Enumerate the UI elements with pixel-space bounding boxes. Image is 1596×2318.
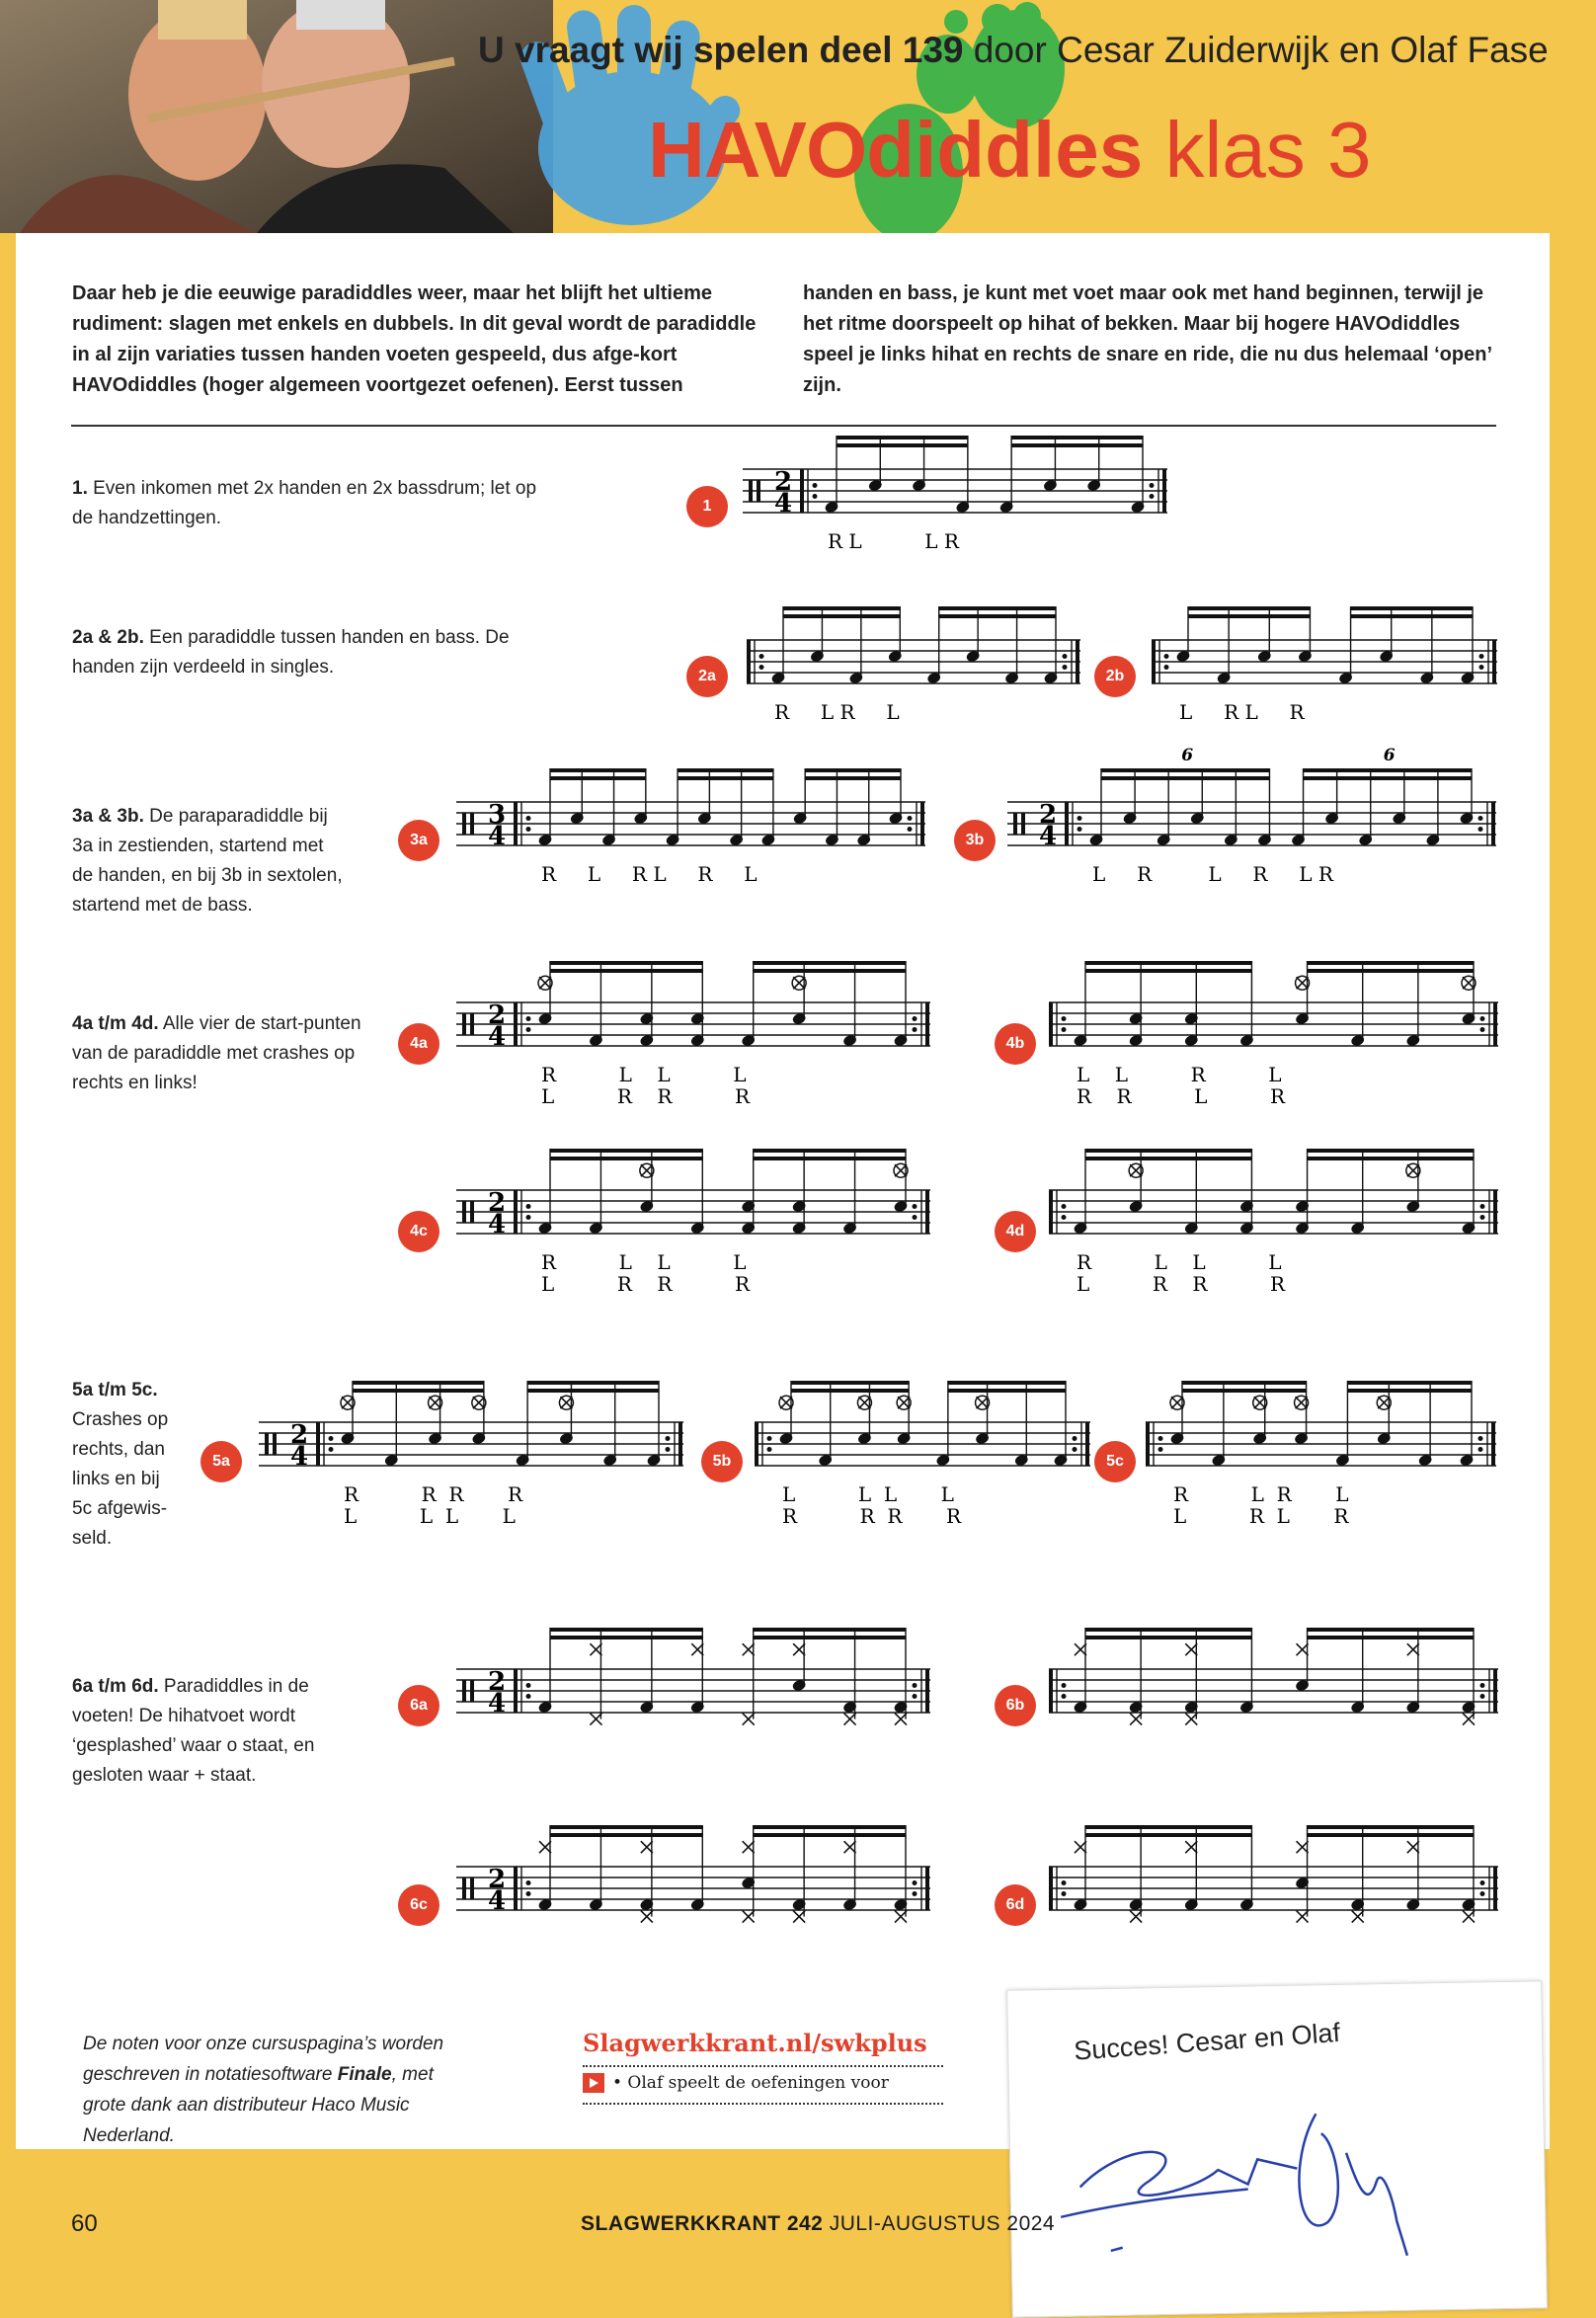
- exercise-badge-6d: 6d: [995, 1884, 1036, 1926]
- svg-text:L R L R: L R L R: [1179, 700, 1305, 724]
- svg-text:2: 2: [488, 1188, 507, 1218]
- staff-4c: [456, 1160, 930, 1348]
- handwritten-signatures: [1039, 2072, 1457, 2277]
- swkplus-link[interactable]: Slagwerkkrant.nl/swkplus: [583, 2029, 943, 2067]
- exercise-badge-4d: 4d: [995, 1211, 1036, 1252]
- exercise-3-desc: 3a & 3b. De paraparadiddle bij 3a in zestienden, startend met de handen, en bij 3b in sextolen, startend met de bass.: [72, 806, 343, 916]
- swkplus-caption: • Olaf speelt de oefeningen voor: [612, 2073, 889, 2093]
- svg-text:3: 3: [488, 800, 507, 830]
- svg-text:L R R R: L R R R: [541, 1084, 751, 1108]
- magazine-footer: SLAGWERKKRANT 242 JULI-AUGUSTUS 2024: [581, 2212, 1056, 2235]
- svg-text:R R R R: R R R R: [782, 1504, 962, 1528]
- staff-2a: [747, 610, 1080, 798]
- staff-6b: [1049, 1639, 1498, 1827]
- svg-text:R L L R: R L L R: [828, 529, 959, 553]
- exercise-badge-3b: 3b: [954, 820, 996, 861]
- swkplus-box: [583, 2029, 943, 2105]
- exercise-badge-5a: 5a: [200, 1441, 242, 1482]
- svg-text:4: 4: [488, 1689, 507, 1719]
- exercise-badge-2a: 2a: [686, 656, 728, 697]
- svg-text:L L L L: L L L L: [344, 1504, 516, 1528]
- svg-text:R L L L: R L L L: [541, 1250, 747, 1274]
- svg-text:R L R L R L: R L R L R L: [541, 862, 758, 886]
- staff-6a: [456, 1639, 930, 1827]
- staff-4d: [1049, 1160, 1498, 1348]
- staff-4a: [456, 973, 930, 1160]
- exercise-badge-6b: 6b: [995, 1685, 1036, 1726]
- svg-text:L L R L: L L R L: [1077, 1063, 1282, 1086]
- exercise-1-desc: 1. Even inkomen met 2x handen en 2x bassdrum; let op de handzettingen.: [72, 478, 537, 528]
- svg-text:L R L R: L R L R: [1173, 1504, 1349, 1528]
- notation-credit: De noten voor onze cursuspagina’s worden geschreven in notatiesoftware Finale, met grote dank aan distributeur Haco Music Nederland.: [83, 2034, 444, 2146]
- svg-text:6: 6: [1383, 746, 1396, 765]
- exercise-2-desc: 2a & 2b. Een paradiddle tussen handen en bass. De handen zijn verdeeld in singles.: [72, 627, 510, 678]
- svg-text:4: 4: [290, 1442, 309, 1472]
- exercise-badge-2b: 2b: [1094, 656, 1136, 697]
- svg-text:4: 4: [488, 822, 507, 851]
- svg-text:L R R R: L R R R: [541, 1272, 751, 1296]
- signoff-note: [1006, 1980, 1548, 2317]
- page-number: 60: [71, 2210, 98, 2237]
- svg-text:L R R R: L R R R: [1077, 1272, 1286, 1296]
- exercise-badge-1: 1: [686, 486, 728, 527]
- staff-4b: [1049, 973, 1498, 1160]
- staff-3b: [1007, 746, 1496, 960]
- exercise-badge-6a: 6a: [398, 1685, 439, 1726]
- svg-text:L L L L: L L L L: [782, 1482, 954, 1506]
- exercise-6-desc: 6a t/m 6d. Paradiddles in de voeten! De hihatvoet wordt ‘gesplashed’ waar o staat, en gesloten waar + staat.: [72, 1676, 315, 1786]
- exercise-badge-4c: 4c: [398, 1211, 439, 1252]
- signoff-text: Succes! Cesar en Olaf: [1073, 2017, 1341, 2066]
- svg-text:6: 6: [1181, 746, 1194, 765]
- svg-text:R L R L: R L R L: [1173, 1482, 1349, 1506]
- svg-text:2: 2: [1039, 800, 1058, 830]
- exercise-4-desc: 4a t/m 4d. Alle vier de start-punten van de paradiddle met crashes op rechts en links!: [72, 1013, 361, 1093]
- svg-text:2: 2: [488, 1865, 507, 1894]
- svg-text:4: 4: [488, 1210, 507, 1239]
- staff-6c: [456, 1837, 930, 2025]
- intro-left: Daar heb je die eeuwige paradiddles weer, maar het blijft het ultieme rudiment: slagen met enkels en dubbels. In dit geval wordt de paradiddle in al zijn variaties tussen handen voeten gespeeld, dus afge-kort HAVOdiddles (hoger algemeen voortgezet oefenen). Eerst tussen: [72, 282, 757, 396]
- svg-text:R R L R: R R L R: [1077, 1084, 1286, 1108]
- svg-text:2: 2: [488, 1000, 507, 1030]
- svg-text:R L R L: R L R L: [774, 700, 900, 724]
- staff-5b: [755, 1393, 1090, 1580]
- exercise-badge-6c: 6c: [398, 1884, 439, 1926]
- exercise-badge-5b: 5b: [701, 1441, 743, 1482]
- exercise-badge-3a: 3a: [398, 820, 439, 861]
- svg-text:4: 4: [1039, 822, 1058, 851]
- svg-text:R R R R: R R R R: [344, 1482, 523, 1506]
- svg-text:L R L R L: L R L R L R: [1092, 862, 1333, 886]
- svg-text:R L L L: R L L L: [1077, 1250, 1282, 1274]
- svg-text:4: 4: [774, 489, 793, 519]
- exercise-badge-4b: 4b: [995, 1023, 1036, 1065]
- svg-text:R L L L: R L L L: [541, 1063, 747, 1086]
- exercise-badge-4a: 4a: [398, 1023, 439, 1065]
- svg-text:2: 2: [774, 467, 793, 497]
- staff-5c: [1146, 1393, 1496, 1580]
- play-icon[interactable]: [583, 2073, 604, 2093]
- article-title: HAVOdiddles klas 3: [648, 106, 1372, 194]
- svg-text:4: 4: [488, 1886, 507, 1916]
- svg-text:2: 2: [488, 1667, 507, 1697]
- divider: [71, 425, 1496, 427]
- exercise-5-desc: 5a t/m 5c. Crashes op rechts, dan links en bij 5c afgewis-seld.: [72, 1380, 169, 1549]
- staff-1: [743, 440, 1167, 627]
- svg-text:4: 4: [488, 1022, 507, 1052]
- staff-5a: [259, 1393, 683, 1580]
- staff-3a: [456, 772, 925, 960]
- series-heading: U vraagt wij spelen deel 139 door Cesar Zuiderwijk en Olaf Fase: [478, 30, 1549, 70]
- svg-text:2: 2: [290, 1420, 309, 1450]
- exercise-badge-5c: 5c: [1094, 1441, 1136, 1482]
- intro-right: handen en bass, je kunt met voet maar ook met hand beginnen, terwijl je het ritme doorspeelt op hihat of bekken. Maar bij hogere HAVOdiddles speel je links hihat en rechts de snare en ride, die nu dus helemaal ‘open’ zijn.: [803, 282, 1491, 396]
